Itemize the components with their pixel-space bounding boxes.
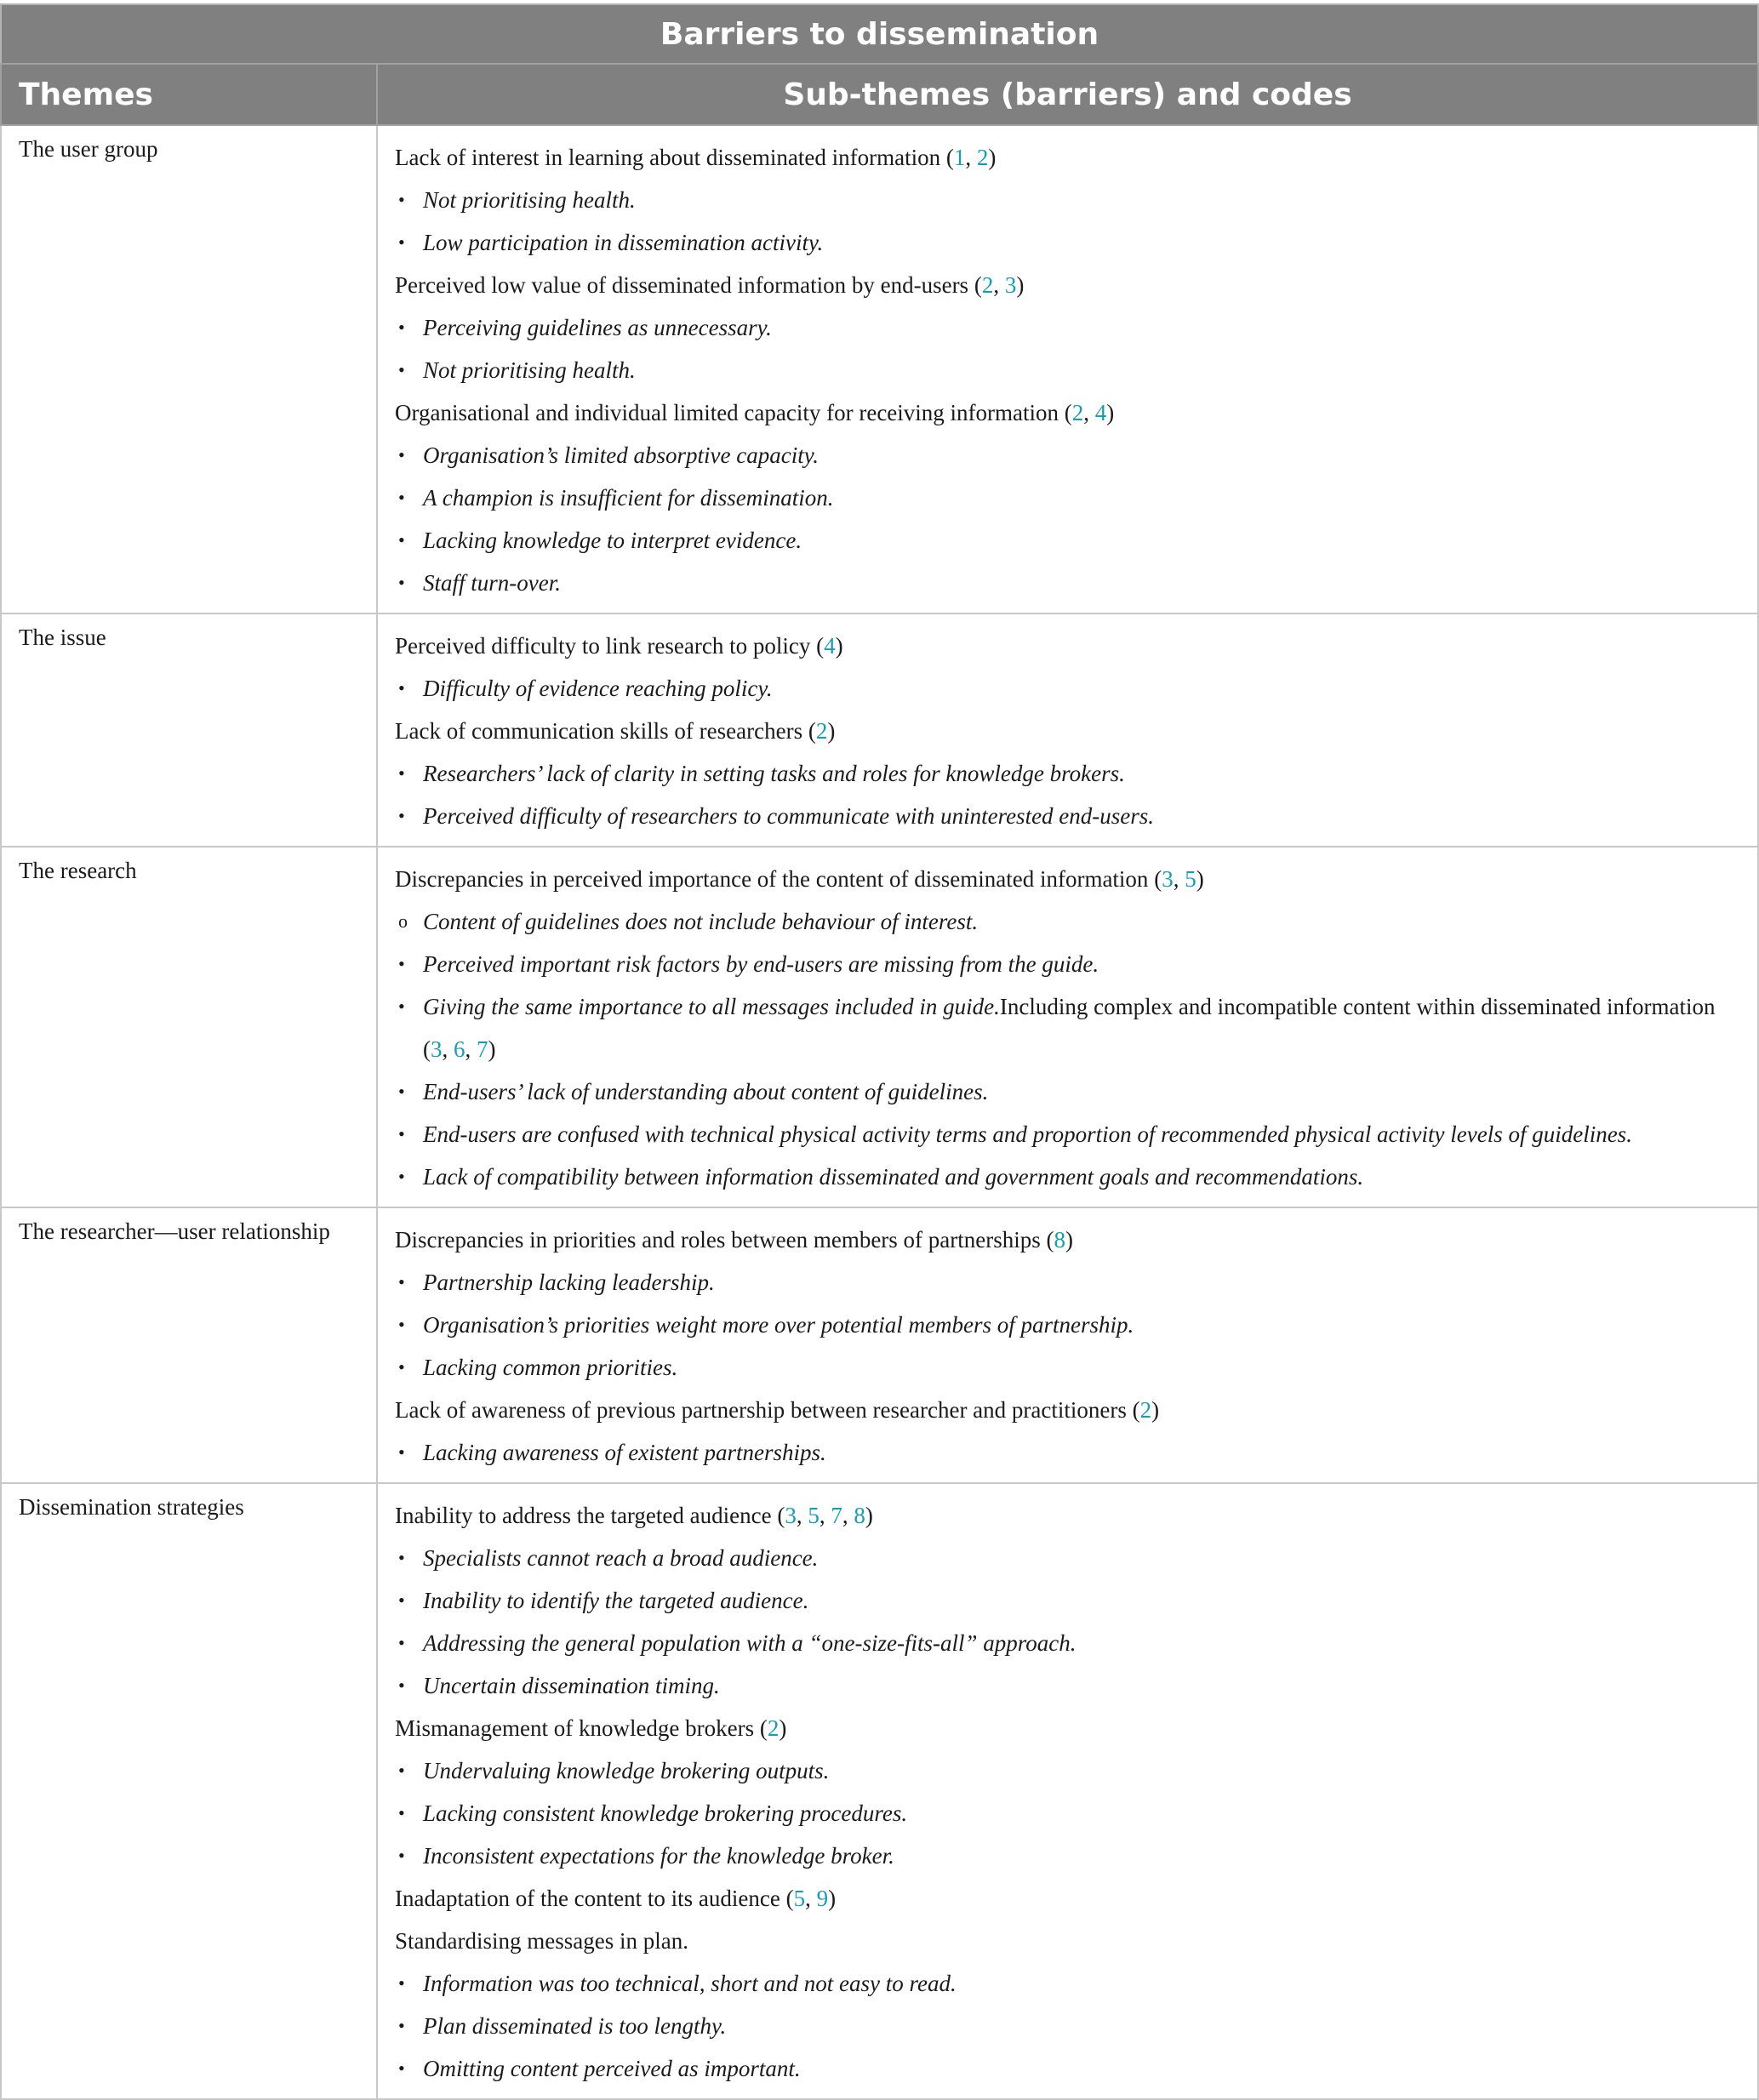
code-text: Omitting content perceived as important. (423, 2056, 801, 2081)
bullet-marker: • (398, 487, 405, 508)
code-text: Lack of compatibility between information disseminated and government goals and recommendations. (423, 1164, 1364, 1190)
code-bullet (395, 752, 1740, 795)
code-text: Staff turn-over. (423, 570, 561, 596)
bullet-marker: • (398, 359, 405, 380)
code-bullet (395, 1304, 1740, 1346)
theme-cell: Dissemination strategies (1, 1483, 377, 2099)
reference-link[interactable]: 8 (1054, 1227, 1066, 1253)
code-text: Uncertain dissemination timing. (423, 1673, 720, 1698)
reference-link[interactable]: 2 (981, 272, 994, 298)
bullet-marker: • (398, 1271, 405, 1293)
reference-list: (3, 5, 7, 8) (771, 1503, 873, 1528)
code-bullet (395, 667, 1740, 710)
code-bullet (395, 1835, 1740, 1877)
reference-list: (1, 2) (940, 145, 997, 170)
code-bullet (395, 985, 1740, 1070)
code-bullet (395, 795, 1740, 837)
bullet-marker: • (398, 1589, 405, 1611)
bullet-marker: • (398, 677, 405, 699)
reference-link[interactable]: 4 (1094, 400, 1107, 425)
code-text: Content of guidelines does not include behaviour of interest. (423, 909, 979, 934)
code-text: Difficulty of evidence reaching policy. (423, 676, 773, 701)
bullet-marker: • (398, 1441, 405, 1463)
sub-theme-text: Lack of awareness of previous partnership between researcher and practitioners (395, 1397, 1127, 1423)
code-text: Perceiving guidelines as unnecessary. (423, 315, 772, 340)
sub-theme-text: Lack of communication skills of researchers (395, 718, 803, 744)
code-bullet (395, 1792, 1740, 1835)
code-text: Addressing the general population with a “one-size-fits-all” approach. (423, 1630, 1077, 1656)
table-body (1, 125, 1758, 2099)
reference-list: (2) (1126, 1397, 1160, 1423)
bullet-marker: • (398, 2057, 405, 2079)
code-text: Lacking awareness of existent partnerships. (423, 1440, 826, 1465)
bullet-marker: • (398, 189, 405, 210)
code-text: Information was too technical, short and not easy to read. (423, 1971, 957, 1996)
table-row (1, 847, 1758, 1207)
code-bullet (395, 1261, 1740, 1304)
header-themes: Themes (1, 64, 377, 125)
sub-theme-line (395, 858, 1740, 900)
sub-theme-text: Inability to address the targeted audience (395, 1503, 772, 1528)
theme-cell: The research (1, 847, 377, 1207)
sub-theme-line (395, 625, 1740, 667)
sub-theme-text: Organisational and individual limited capacity for receiving information (395, 400, 1059, 425)
sub-theme-line (395, 1494, 1740, 1537)
sub-theme-text: Mismanagement of knowledge brokers (395, 1715, 755, 1741)
code-bullet (395, 221, 1740, 264)
code-text: Inconsistent expectations for the knowledge broker. (423, 1843, 894, 1869)
code-bullet (395, 1346, 1740, 1389)
bullet-marker: • (398, 1547, 405, 1568)
code-text: Lacking consistent knowledge brokering procedures. (423, 1800, 908, 1826)
code-text: Low participation in dissemination activity. (423, 230, 824, 255)
code-bullet (395, 1962, 1740, 2005)
bullet-marker: • (398, 444, 405, 465)
table-title: Barriers to dissemination (1, 4, 1758, 64)
bullet-marker: • (398, 1675, 405, 1696)
sub-theme-text: Standardising messages in plan. (395, 1928, 688, 1954)
reference-link[interactable]: 3 (1162, 866, 1174, 892)
reference-link[interactable]: 5 (793, 1886, 806, 1911)
theme-cell: The user group (1, 125, 377, 613)
code-bullet (395, 519, 1740, 562)
reference-link[interactable]: 3 (785, 1503, 797, 1528)
bullet-marker: • (398, 996, 405, 1017)
header-sub-themes: Sub-themes (barriers) and codes (377, 64, 1758, 125)
sub-theme-line (395, 1920, 1740, 1962)
reference-list: (2, 4) (1059, 400, 1115, 425)
reference-link[interactable]: 5 (808, 1503, 820, 1528)
reference-link[interactable]: 9 (816, 1886, 829, 1911)
sub-theme-line (395, 264, 1740, 306)
bullet-marker: • (398, 1123, 405, 1144)
code-text: Undervaluing knowledge brokering outputs. (423, 1758, 830, 1783)
reference-list: (3, 5) (1148, 866, 1204, 892)
sub-themes-cell (377, 613, 1758, 847)
sub-theme-line (395, 136, 1740, 179)
code-bullet (395, 306, 1740, 349)
bullet-marker: • (398, 1760, 405, 1781)
reference-list: (5, 9) (780, 1886, 837, 1911)
bullet-marker: • (398, 231, 405, 253)
bullet-marker: • (398, 529, 405, 551)
code-bullet (395, 943, 1740, 985)
theme-cell: The researcher—user relationship (1, 1207, 377, 1483)
code-text: Specialists cannot reach a broad audience. (423, 1545, 819, 1571)
bullet-marker: • (398, 2015, 405, 2036)
sub-themes-cell (377, 1207, 1758, 1483)
bullet-marker: • (398, 762, 405, 784)
sub-theme-line (395, 1218, 1740, 1261)
table-row (1, 613, 1758, 847)
code-text: A champion is insufficient for dissemination. (423, 485, 834, 511)
code-bullet (395, 349, 1740, 391)
sub-theme-line (395, 391, 1740, 434)
reference-list: (3, 6, 7) (423, 1036, 496, 1062)
code-bullet (395, 1431, 1740, 1474)
code-bullet (395, 1664, 1740, 1707)
theme-cell: The issue (1, 613, 377, 847)
bullet-marker: • (398, 1356, 405, 1378)
table-row (1, 125, 1758, 613)
bullet-marker: • (398, 1845, 405, 1866)
bullet-marker: • (398, 572, 405, 593)
code-bullet (395, 2005, 1740, 2047)
bullet-marker: • (398, 1314, 405, 1335)
reference-list: (2, 3) (968, 272, 1025, 298)
bullet-marker: • (398, 1972, 405, 1994)
reference-list: (2) (754, 1715, 787, 1741)
code-bullet (395, 1749, 1740, 1792)
reference-link[interactable]: 3 (1004, 272, 1017, 298)
code-text: Not prioritising health. (423, 357, 636, 383)
code-text: Inability to identify the targeted audience. (423, 1588, 809, 1613)
reference-link[interactable]: 2 (1139, 1397, 1152, 1423)
bullet-marker: • (398, 1632, 405, 1653)
sub-theme-text: Including complex and incompatible content within disseminated information (999, 994, 1716, 1019)
code-bullet (395, 434, 1740, 476)
code-bullet (395, 1579, 1740, 1622)
code-text: End-users’ lack of understanding about content of guidelines. (423, 1079, 989, 1104)
bullet-marker: • (398, 953, 405, 974)
code-bullet (395, 2047, 1740, 2090)
code-text: Organisation’s limited absorptive capacity. (423, 442, 819, 468)
table-row (1, 1483, 1758, 2099)
sub-themes-cell (377, 1483, 1758, 2099)
reference-list: (8) (1040, 1227, 1074, 1253)
reference-link[interactable]: 2 (767, 1715, 780, 1741)
code-bullet (395, 476, 1740, 519)
code-text: End-users are confused with technical physical activity terms and proportion of recommended physical activity levels of guidelines. (423, 1121, 1632, 1147)
reference-link[interactable]: 8 (854, 1503, 865, 1528)
code-text: Perceived important risk factors by end-users are missing from the guide. (423, 951, 1099, 977)
sub-themes-cell (377, 125, 1758, 613)
code-text: Lacking knowledge to interpret evidence. (423, 528, 802, 553)
reference-link[interactable]: 2 (976, 145, 989, 170)
reference-link[interactable]: 6 (454, 1036, 465, 1062)
code-bullet (395, 1537, 1740, 1579)
code-bullet (395, 1156, 1740, 1198)
sub-theme-text: Lack of interest in learning about disseminated information (395, 145, 941, 170)
reference-list: (2) (802, 718, 836, 744)
sub-theme-line (395, 1707, 1740, 1749)
reference-link[interactable]: 1 (953, 145, 966, 170)
bullet-marker: • (398, 1081, 405, 1102)
reference-link[interactable]: 5 (1185, 866, 1196, 892)
bullet-marker: • (398, 1802, 405, 1823)
bullet-marker: • (398, 317, 405, 338)
code-text: Organisation’s priorities weight more over potential members of partnership. (423, 1312, 1134, 1338)
bullet-marker: • (398, 805, 405, 826)
code-bullet (395, 562, 1740, 604)
code-bullet (395, 1113, 1740, 1156)
code-bullet (395, 179, 1740, 221)
sub-theme-text: Discrepancies in perceived importance of the content of disseminated information (395, 866, 1149, 892)
code-text: Plan disseminated is too lengthy. (423, 2013, 727, 2039)
sub-theme-line (395, 710, 1740, 752)
reference-link[interactable]: 3 (431, 1036, 443, 1062)
sub-theme-text: Inadaptation of the content to its audience (395, 1886, 780, 1911)
code-bullet (395, 1070, 1740, 1113)
code-text: Perceived difficulty of researchers to communicate with uninterested end-users. (423, 803, 1155, 829)
sub-theme-text: Perceived difficulty to link research to policy (395, 633, 811, 659)
reference-link[interactable]: 7 (477, 1036, 488, 1062)
sub-theme-text: Discrepancies in priorities and roles between members of partnerships (395, 1227, 1041, 1253)
bullet-marker: • (398, 1166, 405, 1187)
bullet-marker: o (398, 910, 408, 932)
code-bullet (395, 1622, 1740, 1664)
reference-link[interactable]: 2 (1071, 400, 1084, 425)
code-text: Lacking common priorities. (423, 1355, 678, 1380)
reference-link[interactable]: 7 (831, 1503, 842, 1528)
sub-theme-line (395, 1389, 1740, 1431)
code-bullet (395, 900, 1740, 943)
reference-list: (4) (810, 633, 843, 659)
code-text: Giving the same importance to all messages included in guide. (423, 994, 1000, 1019)
reference-link[interactable]: 2 (815, 718, 828, 744)
barriers-table (0, 3, 1759, 2100)
table-row (1, 1207, 1758, 1483)
sub-theme-text: Perceived low value of disseminated information by end-users (395, 272, 969, 298)
reference-link[interactable]: 4 (824, 633, 836, 659)
sub-theme-line (395, 1877, 1740, 1920)
code-text: Partnership lacking leadership. (423, 1270, 715, 1295)
sub-themes-cell (377, 847, 1758, 1207)
code-text: Not prioritising health. (423, 187, 636, 213)
code-text: Researchers’ lack of clarity in setting tasks and roles for knowledge brokers. (423, 761, 1125, 786)
